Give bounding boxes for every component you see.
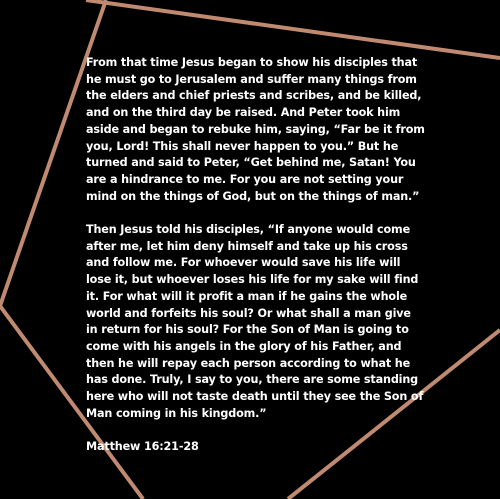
- scripture-passage: [86, 55, 426, 473]
- frame-line-top: [86, 0, 500, 58]
- passage-paragraph-2: Then Jesus told his disciples, “If anyone would come after me, let him deny himself and take up his cross and follow me. For whoever would save his life will lose it, but whoever loses his life for my sake will find it. For what will it profit a man if he gains the whole world and forfeits his soul? Or what shall a man give in return for his soul? For the Son of Man is going to come with his angels in the glory of his Father, and then he will repay each person according to what he has done. Truly, I say to you, there are some standing here who will not taste death until they see the Son of Man coming in his kingdom.”: [86, 223, 424, 420]
- passage-paragraph-1: From that time Jesus began to show his disciples that he must go to Jerusalem and suffer many things from the elders and chief priests and scribes, and be killed, and on the third day be raised. And Peter took him aside and began to rebuke him, saying, “Far be it from you, Lord! This shall never happen to you.” But he turned and said to Peter, “Get behind me, Satan! You are a hindrance to me. For you are not setting your mind on the things of God, but on the things of man.”: [86, 56, 425, 203]
- scripture-reference: Matthew 16:21-28: [86, 440, 199, 454]
